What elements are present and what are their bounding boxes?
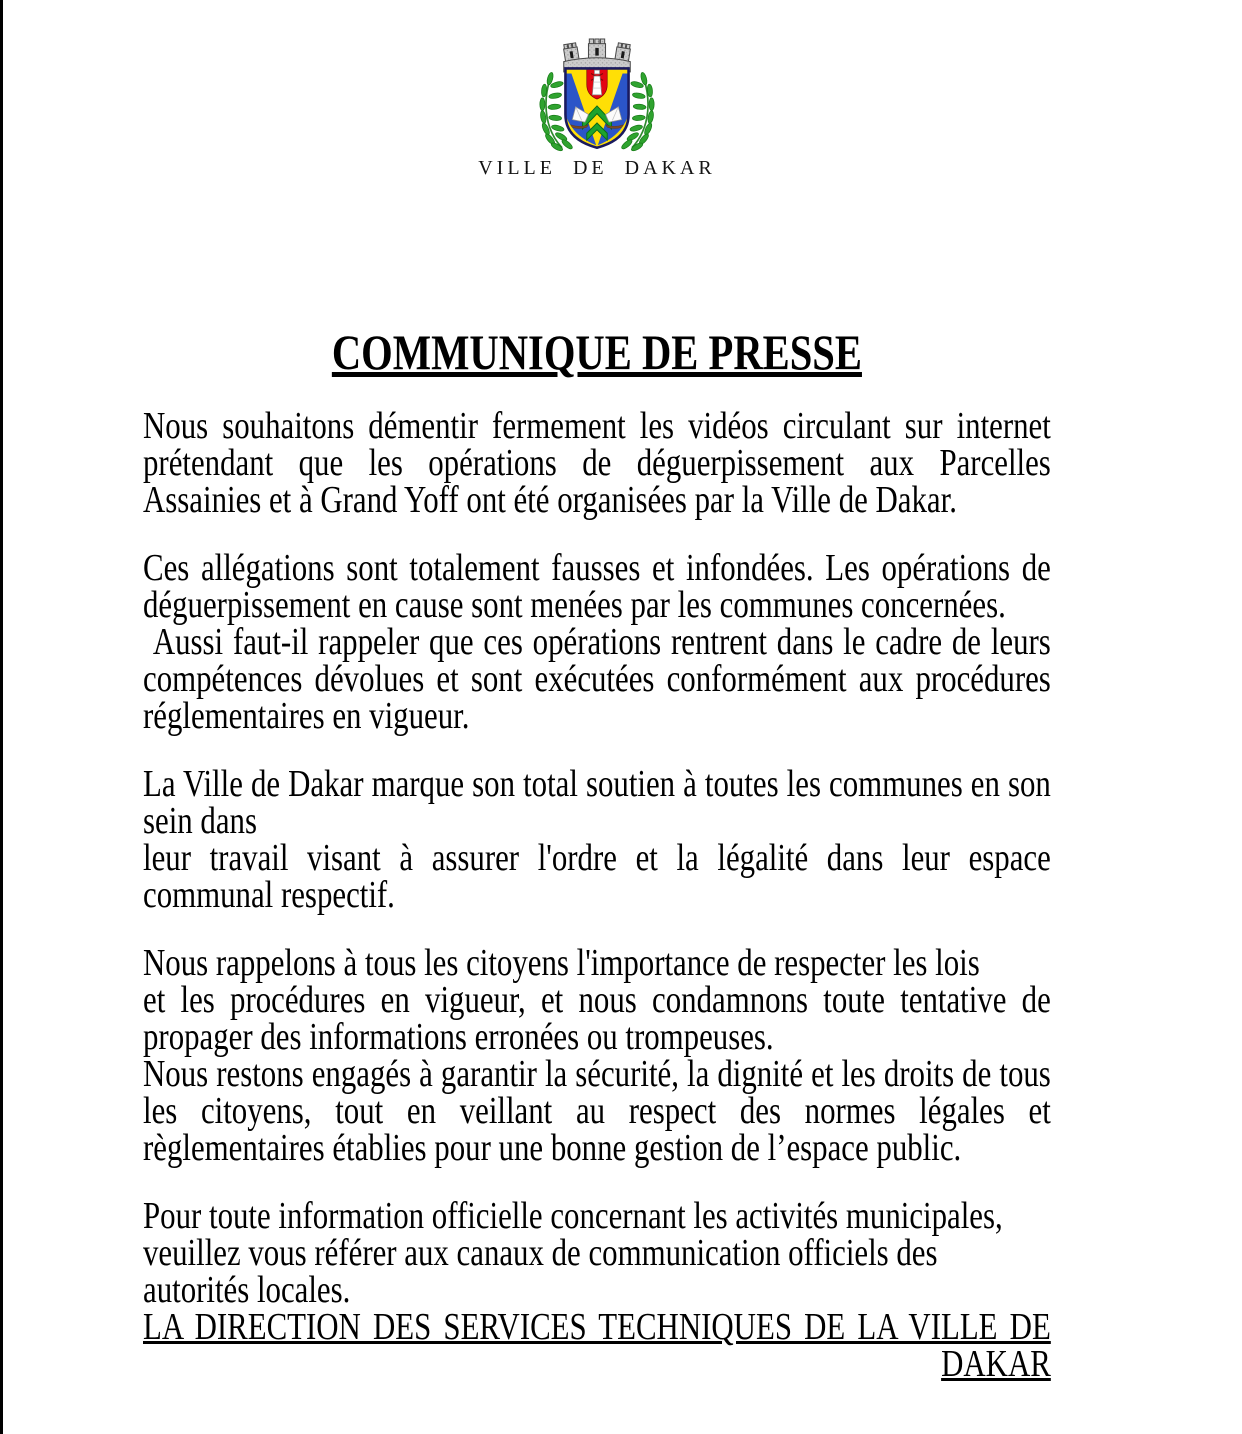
paragraph: Nous souhaitons démentir fermement les vidéos circulant sur internet prétendant que les opérations de déguerpissement aux Parcelles Assainies et à Grand Yoff ont été organisées par la Ville de Dakar. — [143, 405, 1051, 521]
header — [143, 0, 1051, 180]
mural-crown-icon — [563, 39, 631, 72]
paragraph: Nous rappelons à tous les citoyens l'importance de respecter les lois et les procédures en vigueur, et nous condamnons toute tentative de propager des informations erronées ou trompeuses. Nous restons engagés à garantir la sécurité, la dignité et les droits de tous les citoyens, tout en veillant au respect des normes légales et règlementaires établies pour une bonne gestion de l’espace public. — [143, 942, 1051, 1169]
org-label: VILLE DE DAKAR — [478, 157, 716, 179]
shield-icon — [565, 68, 628, 147]
press-release — [143, 326, 1051, 1383]
paragraph: La Ville de Dakar marque son total soutien à toutes les communes en son sein dans leur travail visant à assurer l'ordre et la légalité dans leur espace communal respectif. — [143, 763, 1051, 916]
paragraph: Pour toute information officielle concernant les activités municipales, veuillez vous référer aux canaux de communication officiels des autorités locales. — [143, 1195, 1003, 1311]
dakar-coat-of-arms-logo — [533, 36, 661, 152]
signature-line: LA DIRECTION DES SERVICES TECHNIQUES DE LA VILLE DE DAKAR — [143, 1306, 1051, 1385]
page-edge-line — [0, 0, 3, 1434]
paragraph: Ces allégations sont totalement fausses et infondées. Les opérations de déguerpissement en cause sont menées par les communes concernées. Aussi faut-il rappeler que ces opérations rentrent dans le cadre de leurs compétences dévolues et sont exécutées conformément aux procédures réglementaires en vigueur. — [143, 547, 1051, 737]
press-release-body — [143, 405, 1051, 1311]
page-title: COMMUNIQUE DE PRESSE — [331, 324, 862, 380]
